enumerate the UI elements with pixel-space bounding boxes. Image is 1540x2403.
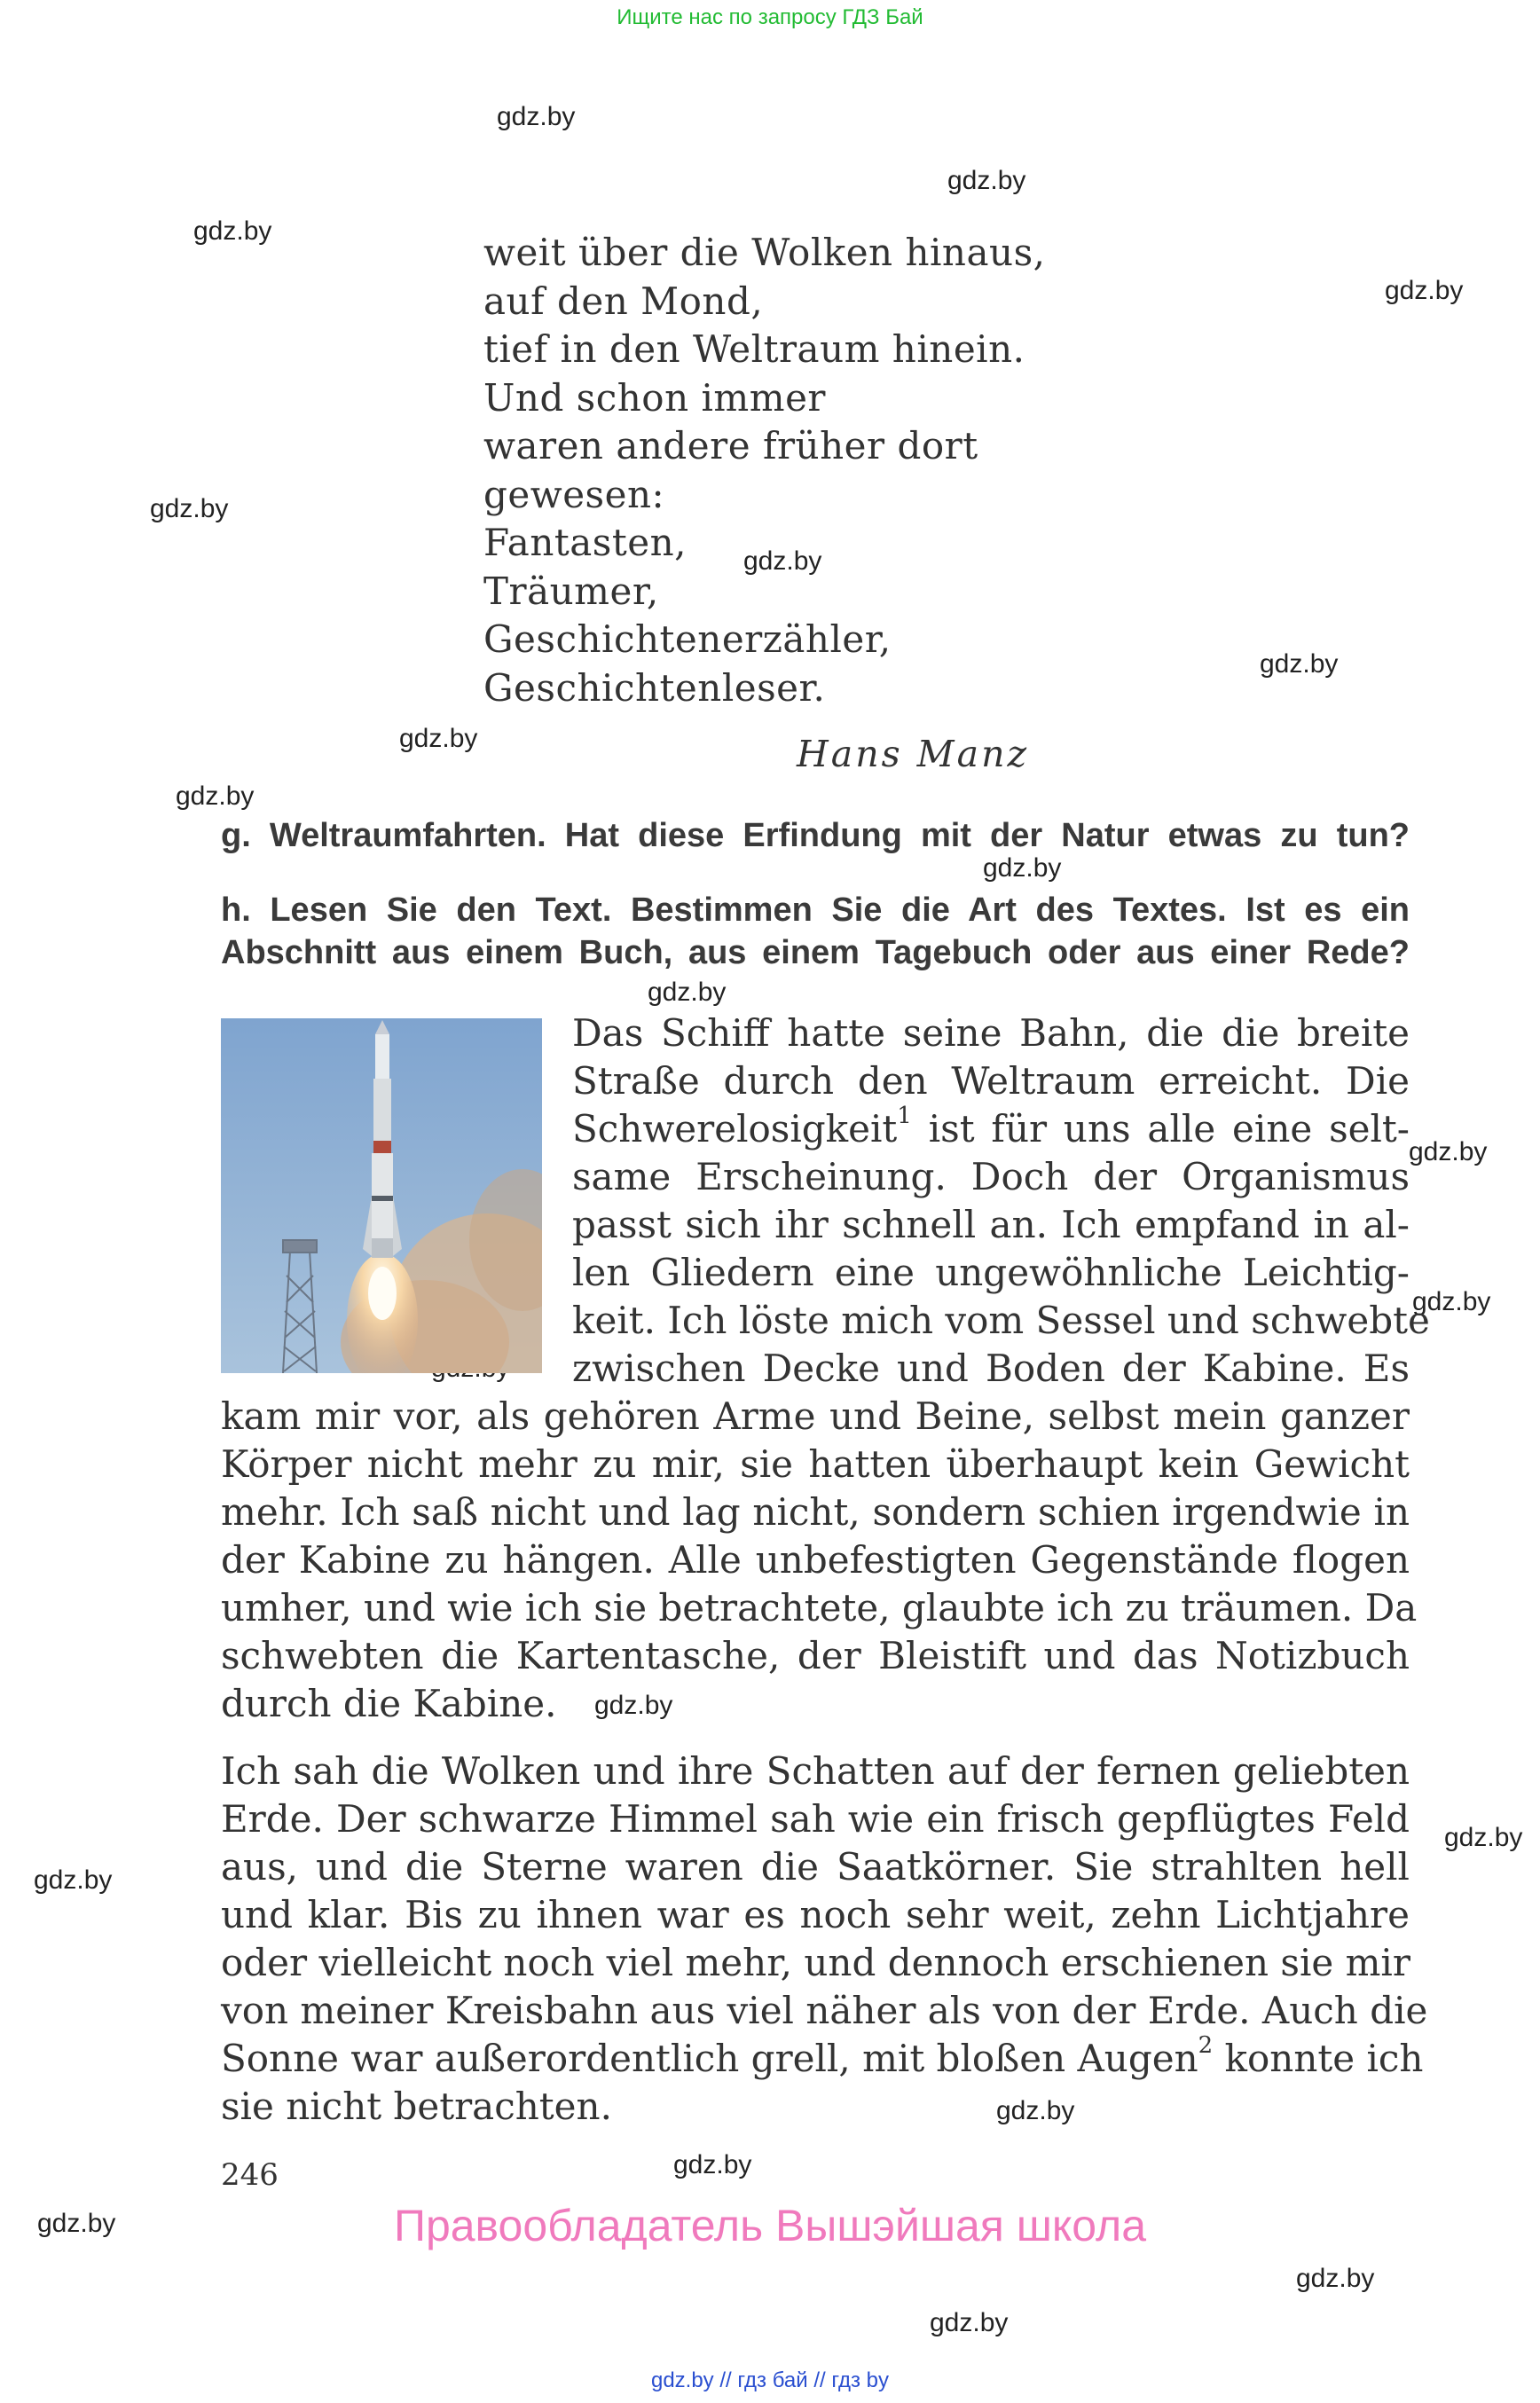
watermark: gdz.by [648,978,727,1007]
watermark: gdz.by [1412,1287,1491,1316]
text-line: keit. Ich löste mich vom Sessel und schwebte [572,1299,1430,1342]
text-line: schwebten die Kartentasche, der Bleistift und das Notizbuch [221,1634,1410,1677]
watermark: gdz.by [594,1691,673,1720]
text-line: same Erscheinung. Doch der Organismus [572,1155,1410,1198]
paragraph-1-wrap [572,1009,1430,1393]
watermark: gdz.by [673,2150,752,2179]
text-line: zwischen Decke und Boden der Kabine. Es [572,1347,1410,1390]
text-line: mehr. Ich saß nicht und lag nicht, sondern schien irgendwie in [221,1490,1410,1534]
footnote-mark: 2 [1198,2032,1214,2059]
text-line: der Kabine zu hängen. Alle unbefestigten Gegenstände flogen [221,1538,1410,1582]
watermark: gdz.by [996,2096,1075,2125]
poem-line: Geschichtenleser. [483,665,826,710]
search-hint: Ищите нас по запросу ГДЗ Бай [617,5,923,29]
poem-line: Fantasten, [483,521,687,564]
text-line: Straße durch den Weltraum erreicht. Die [572,1059,1410,1103]
text-line: durch die Kabine. [221,1682,557,1725]
poem-author: Hans Manz [797,733,1030,775]
watermark: gdz.by [930,2308,1009,2337]
text-line: sie nicht betrachten. [221,2085,612,2128]
text-line: passt sich ihr schnell an. Ich empfand in al- [572,1203,1410,1246]
text-line: Das Schiff hatte seine Bahn, die die breite [572,1011,1410,1055]
task-h-line-1: h. Lesen Sie den Text. Bestimmen Sie die Art des Textes. Ist es ein [221,891,1410,929]
text-line: Körper nicht mehr zu mir, sie hatten überhaupt kein Gewicht [221,1442,1410,1486]
watermark: gdz.by [983,853,1062,883]
watermark: gdz.by [150,494,229,523]
rocket-launch-photo [221,1018,542,1373]
watermark: gdz.by [497,102,576,131]
poem-line: waren andere früher dort [483,424,978,467]
poem-line: tief in den Weltraum hinein. [483,327,1025,371]
poem-line: gewesen: [483,472,665,516]
text-line: len Gliedern eine ungewöhnliche Leichtig- [572,1251,1410,1294]
text-segment: konnte ich [1224,2037,1424,2080]
watermark: gdz.by [947,166,1026,195]
paragraph-2 [221,1747,1428,2131]
paragraph-1-full [221,1393,1418,1728]
poem-line: auf den Mond, [483,279,764,323]
text-line: aus, und die Sterne waren die Saatkörner. Sie strahlten hell [221,1845,1410,1889]
text-line: von meiner Kreisbahn aus viel näher als von der Erde. Auch die [221,1989,1428,2032]
watermark: gdz.by [399,724,478,753]
poem-line: weit über die Wolken hinaus, [483,231,1046,274]
text-line: und klar. Bis zu ihnen war es noch sehr weit, zehn Lichtjahre [221,1893,1410,1936]
poem [483,229,1045,712]
watermark: gdz.by [34,1865,113,1895]
footnote-mark: 1 [897,1103,912,1129]
watermark: gdz.by [1260,649,1339,679]
text-segment: Sonne war außerordentlich grell, mit bloßen Augen [221,2037,1198,2080]
watermark: gdz.by [743,546,822,576]
watermark: gdz.by [193,216,272,246]
poem-line: Träumer, [483,569,659,613]
text-line: umher, und wie ich sie betrachtete, glaubte ich zu träumen. Da [221,1586,1418,1629]
text-line-with-footnote [221,2032,1424,2083]
task-h-line-2: Abschnitt aus einem Buch, aus einem Tagebuch oder aus einer Rede? [221,934,1410,971]
page-number: 246 [221,2157,279,2193]
watermark: gdz.by [1444,1823,1523,1852]
poem-line: Und schon immer [483,375,827,420]
text-line: kam mir vor, als gehören Arme und Beine, selbst mein ganzer [221,1394,1410,1438]
footer-links[interactable]: gdz.by // гдз бай // гдз by [650,2368,890,2392]
watermark: gdz.by [1296,2264,1375,2293]
text-line: oder vielleicht noch viel mehr, und dennoch erschienen sie mir [221,1941,1410,1984]
watermark: gdz.by [176,781,255,811]
text-line: Erde. Der schwarze Himmel sah wie ein frisch gepflügtes Feld [221,1797,1410,1841]
watermark: gdz.by [1409,1137,1488,1166]
task-g: g. Weltraumfahrten. Hat diese Erfindung mit der Natur etwas zu tun? [221,817,1410,854]
text-segment: Schwerelosigkeit [572,1107,898,1150]
poem-line: Geschichtenerzähler, [483,617,892,661]
text-line-with-footnote [572,1105,1410,1153]
text-segment: ist für uns alle eine selt- [928,1107,1410,1150]
text-line: Ich sah die Wolken und ihre Schatten auf der fernen geliebten [221,1749,1410,1793]
watermark: gdz.by [37,2209,116,2238]
rights-holder: Правообладатель Вышэйшая школа [394,2201,1146,2250]
watermark: gdz.by [1385,276,1464,305]
